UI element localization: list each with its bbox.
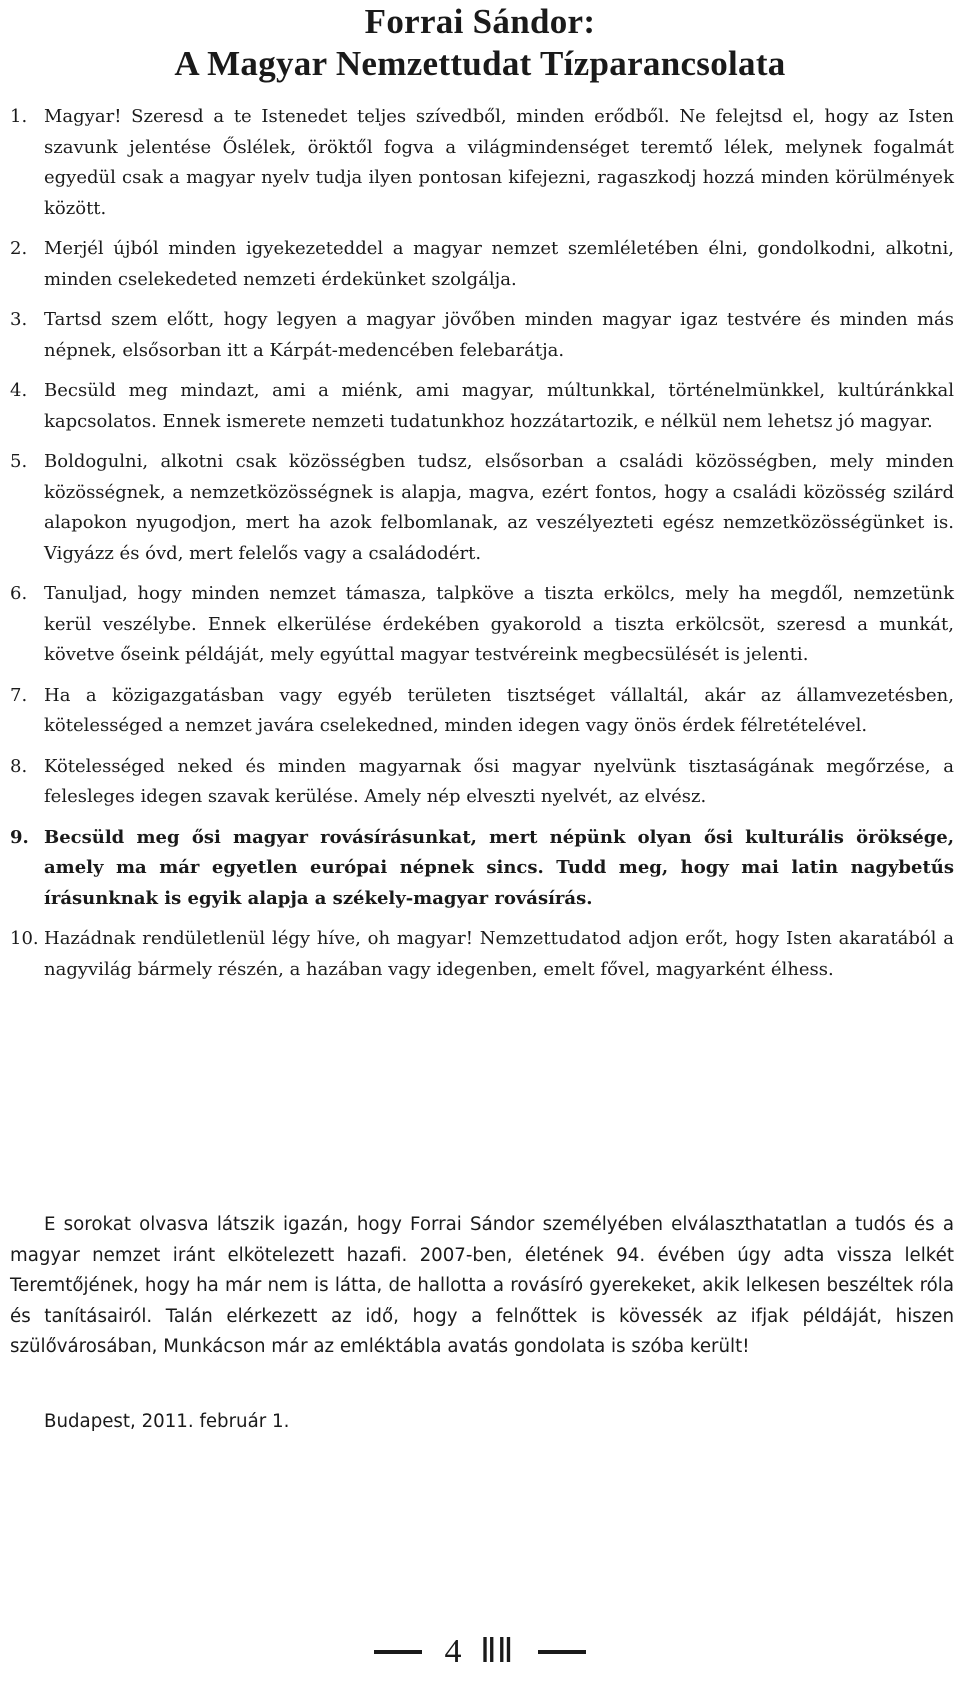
commandment-7 [10,681,954,742]
commandment-1 [10,102,954,224]
page-number-rune: ⅡⅡ [480,1633,514,1671]
commandment-number: 4. [10,380,28,401]
title-main: A Magyar Nemzettudat Tízparancsolata [174,44,786,83]
commandment-2 [10,234,954,295]
footer-dash-left [374,1650,422,1654]
commandment-6 [10,579,954,671]
dateline: Budapest, 2011. február 1. [44,1411,290,1432]
commandment-3 [10,305,954,366]
commandment-text: Hazádnak rendületlenül légy híve, oh magyar! Nemzettudatod adjon erőt, hogy Isten akaratából a nagyvilág bármely részén, a hazában vagy idegenben, emelt fővel, magyarként élhess. [44,928,954,980]
title-author: Forrai Sándor: [364,2,596,41]
commandment-8 [10,752,954,813]
commandment-text: Becsüld meg mindazt, ami a miénk, ami magyar, múltunkkal, történelmünkkel, kultúránkkal kapcsolatos. Ennek ismerete nemzeti tudatunkhoz hozzátartozik, e nélkül nem lehetsz jó magyar. [44,380,954,432]
commandment-number: 5. [10,451,28,472]
commandment-number: 2. [10,238,28,259]
commandment-10 [10,924,954,985]
commandment-5 [10,447,954,569]
page-footer [0,1630,960,1672]
page-number: 4 [444,1633,462,1671]
commandment-text: Becsüld meg ősi magyar rovásírásunkat, mert népünk olyan ősi kulturális öröksége, amely ma már egyetlen európai népnek sincs. Tudd meg, hogy mai latin nagybetűs írásunknak is egyik alapja a székely-magyar rovásírás. [44,826,954,909]
commandment-number: 8. [10,755,28,777]
commandment-number: 3. [10,309,28,330]
commandment-text: Magyar! Szeresd a te Istenedet teljes szívedből, minden erődből. Ne felejtsd el, hogy az Isten szavunk jelentése Őslélek, öröktől fogva a világmindenséget teremtő lélek, melynek fogalmát egyedül csak a magyar nyelv tudja ilyen pontosan kifejezni, ragaszkodj hozzá minden körülmények között. [44,106,954,219]
commandment-text: Kötelességed neked és minden magyarnak ősi magyar nyelvünk tisztaságának megőrzése, a felesleges idegen szavak kerülése. Amely nép elveszti nyelvét, az elvész. [44,755,954,807]
commandment-number: 1. [10,106,28,127]
commandment-number: 10. [10,928,39,949]
commandment-text: Tartsd szem előtt, hogy legyen a magyar jövőben minden magyar igaz testvére és minden más népnek, elsősorban itt a Kárpát-medencében felebarátja. [44,309,954,361]
commandment-4 [10,376,954,437]
commandment-number: 6. [10,583,28,604]
commandment-text: Boldogulni, alkotni csak közösségben tudsz, elsősorban a családi közösségben, mely minden közösségnek, a nemzetközösségnek is alapja, magva, ezért fontos, hogy a családi közösség szilárd alapokon nyugodjon, mert ha azok felbomlanak, az veszélyezteti egész nemzetközösségünket is. Vigyázz és óvd, mert felelős vagy a családodért. [44,451,954,564]
commandment-text: Merjél újból minden igyekezeteddel a magyar nemzet szemléletében élni, gondolkodni, alkotni, minden cselekedeted nemzeti érdekünket szolgálja. [44,238,954,290]
commandment-9 [10,823,954,915]
commandment-number: 9. [10,826,29,848]
commandment-text: Tanuljad, hogy minden nemzet támasza, talpköve a tiszta erkölcs, mely ha megdől, nemzetünk kerül veszélybe. Ennek elkerülése érdekében gyakorold a tiszta erkölcsöt, szeresd a munkát, követve őseink példáját, mely egyúttal magyar testvéreink megbecsülését is jelenti. [44,583,954,665]
commandments-list [10,102,954,995]
commandment-number: 7. [10,684,28,706]
footer-dash-right [538,1650,586,1654]
commandment-text: Ha a közigazgatásban vagy egyéb területen tisztséget vállaltál, akár az államvezetésben, kötelességed a nemzet javára cselekedned, minden idegen vagy önös érdek félretételével. [44,684,954,736]
closing-paragraph: E sorokat olvasva látszik igazán, hogy Forrai Sándor személyében elválaszthatatlan a tudós és a magyar nemzet iránt elkötelezett hazafi. 2007-ben, életének 94. évében úgy adta vissza lelkét Teremtőjének, hogy ha már nem is látta, de hallotta a rovásíró gyerekeket, akik lelkesen beszéltek róla és tanításairól. Talán elérkezett az idő, hogy a felnőttek is kövessék az ifjak példáját, hiszen szülővárosában, Munkácson már az emléktábla avatás gondolata is szóba került! [10,1214,954,1357]
